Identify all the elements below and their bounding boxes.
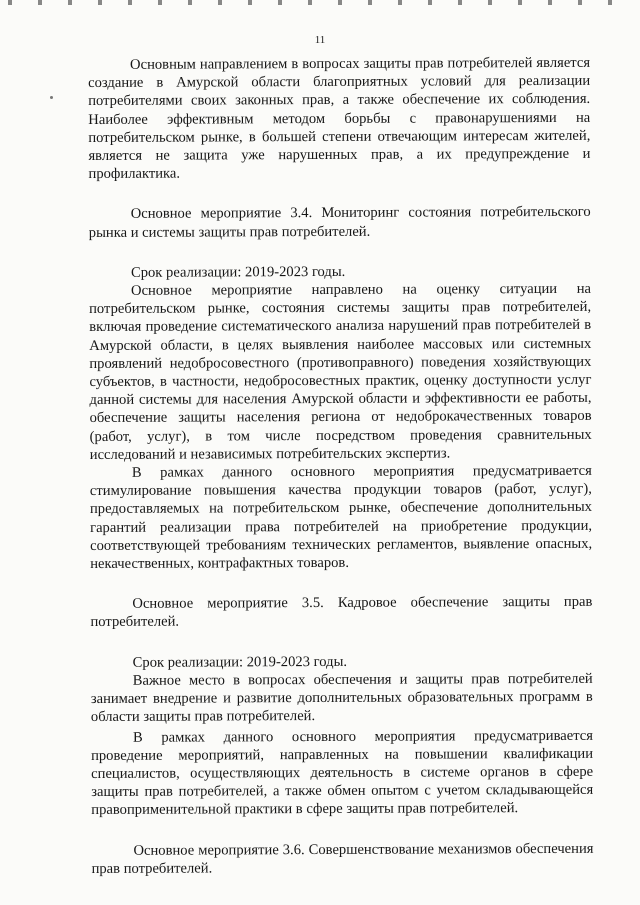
paragraph-activity-3-5-scope: В рамках данного основного мероприятия предусматривается проведение мероприятий, направленных на повышении квалификации специалистов, осуществляющих деятельность в системе органов в сфере защиты прав потребителей, а также обмен опытом с учетом складывающейся правоприменительной практики в сфере защиты прав потребителей.	[91, 727, 594, 819]
heading-activity-3-4: Основное мероприятие 3.4. Мониторинг состояния потребительского рынка и системы защиты прав потребителей.	[88, 204, 591, 241]
paragraph-activity-3-4-scope: В рамках данного основного мероприятия предусматривается стимулирование повышения качества продукции товаров (работ, услуг), предоставляемых на потребительском рынке, обеспечение дополнительных гарантий реализации права потребителей на приобретение продукции, соответствующей требованиям технических регламентов, выявление опасных, некачественных, контрафактных товаров.	[89, 462, 593, 573]
heading-activity-3-5: Основное мероприятие 3.5. Кадровое обеспечение защиты прав потребителей.	[90, 594, 593, 631]
page-number: 11	[314, 34, 326, 46]
paragraph-intro: Основным направлением в вопросах защиты прав потребителей является создание в Амурской области благоприятных условий для реализации потребителями своих законных прав, а также обеспечение их соблюдения. Наиболее эффективным методом борьбы с правонарушениями на потребительском рынке, в большей степени отвечающим интересам жителей, является не защита уже нарушенных прав, а их предупреждение и профилактика.	[88, 54, 591, 183]
paragraph-activity-3-5-description: Важное место в вопросах обеспечения и защиты прав потребителей занимает внедрение и развитие дополнительных образовательных программ в области защиты прав потребителей.	[90, 670, 593, 726]
implementation-period-3-5: Срок реализации: 2019-2023 годы.	[132, 653, 348, 671]
binding-hole-marks	[8, 0, 632, 5]
paragraph-activity-3-4-description: Основное мероприятие направлено на оценку ситуации на потребительском рынке, состояния системы защиты прав потребителей, включая проведение систематического анализа нарушений прав потребителей в Амурской области, в целях выявления наиболее массовых или системных проявлений недобросовестного (противоправного) поведения хозяйствующих субъектов, в частности, недобросовестных практик, оценку доступности услуг данной системы для населения Амурской области и эффективности ее работы, обеспечение защиты населения региона от недоброкачественных товаров (работ, услуг), в том числе посредством проведения сравнительных исследований и независимых потребительских экспертиз.	[89, 280, 592, 463]
heading-activity-3-6: Основное мероприятие 3.6. Совершенствование механизмов обеспечения прав потребителей.	[91, 840, 594, 877]
implementation-period-3-4: Срок реализации: 2019-2023 годы.	[130, 263, 346, 281]
document-body	[88, 54, 594, 878]
scan-speck	[50, 96, 53, 99]
